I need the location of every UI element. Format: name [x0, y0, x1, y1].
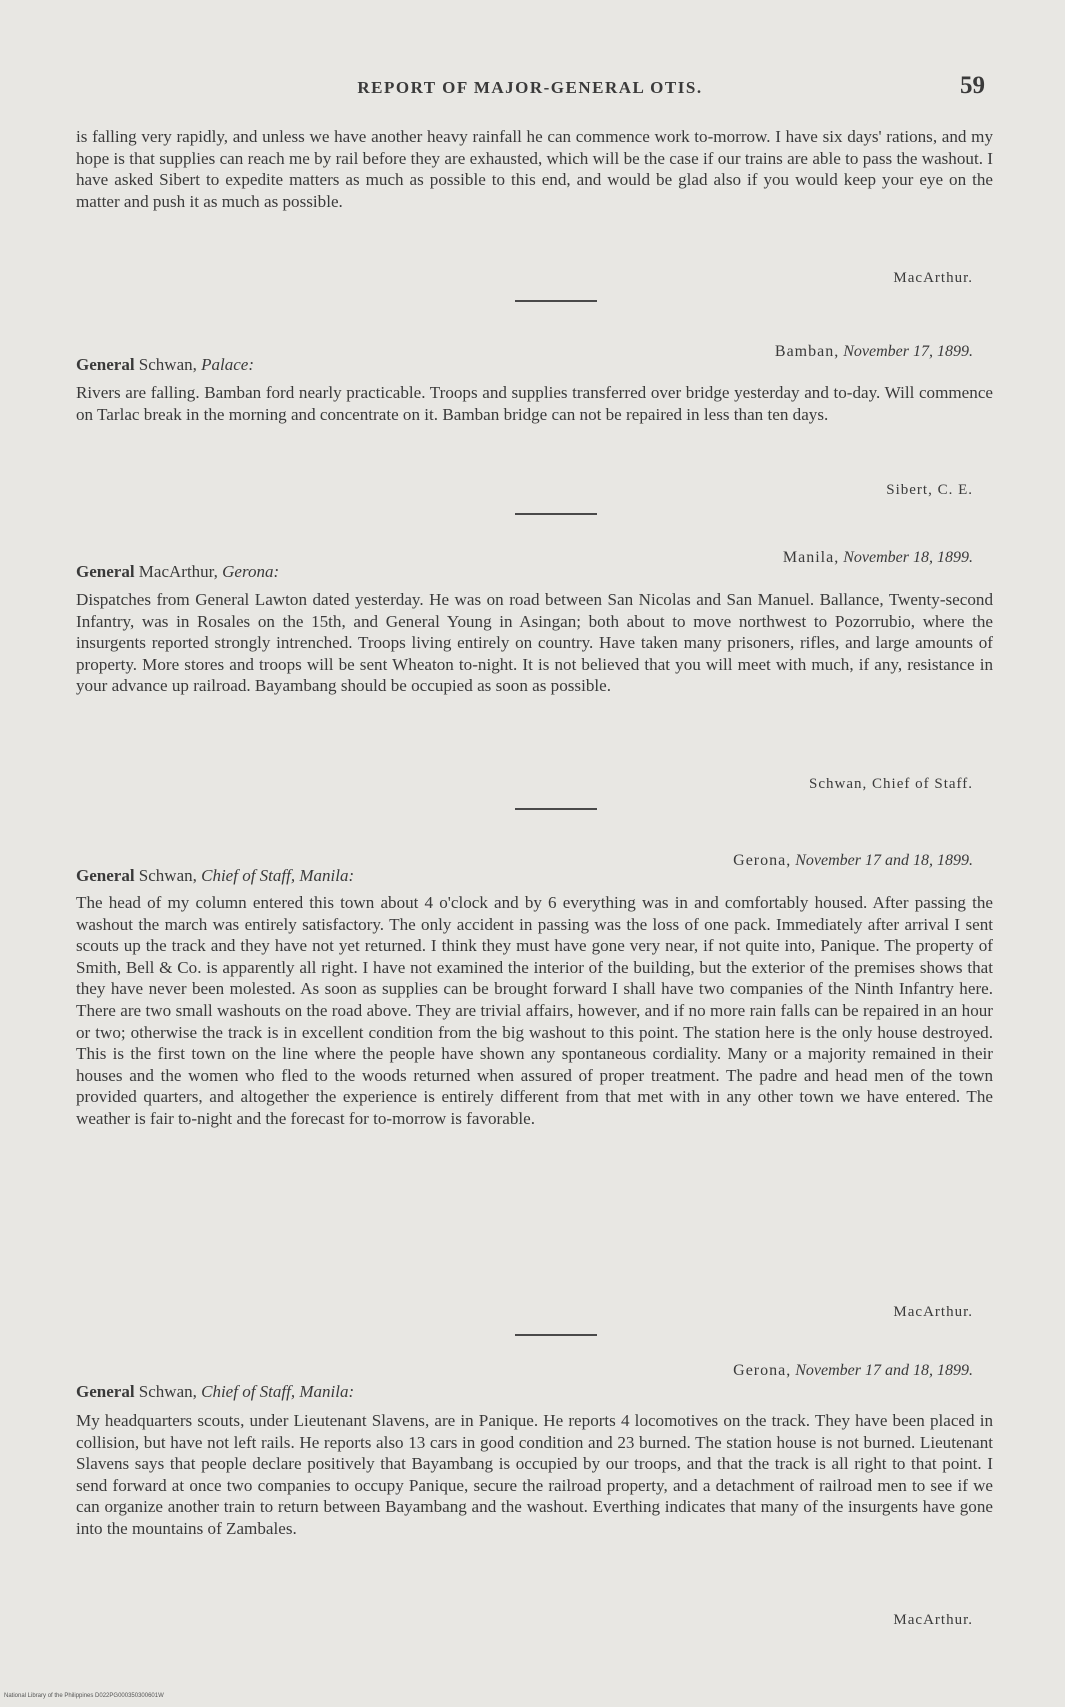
letter-body: The head of my column entered this town about 4 o'clock and by 6 everything was in and comfortably housed. After passing the washout the march was entirely satisfactory. The only accident in passing was the loss of one pack. Immediately after arrival I sent scouts up the track and they have not yet returned. I think they must have gone very near, if not quite into, Panique. The property of Smith, Bell & Co. is apparently all right. I have not examined the interior of the building, but the exterior of the premises shows that they have never been molested. As soon as supplies can be brought forward I shall have two companies of the Ninth Infantry here. There are two small washouts on the road above. They are trivial affairs, however, and if no more rain falls can be repaired in an hour or two; otherwise the track is in excellent condition from the big washout to this point. The station here is the only house destroyed. This is the first town on the line where the people have shown any spontaneous cordiality. Many or a majority remained in their houses and the women who fled to the woods returned when assured of proper treatment. The padre and head men of the town provided quarters, and altogether the experience is entirely different from that met with in any other town we have entered. The weather is fair to-night and the forecast for to-morrow is favorable.: [76, 893, 993, 1128]
letter-body: Rivers are falling. Bamban ford nearly practicable. Troops and supplies transferred over bridge yesterday and to-day. Will commence on Tarlac break in the morning and concentrate on it. Bamban bridge can not be repaired in less than ten days.: [76, 383, 993, 424]
addressee-title: General: [76, 562, 135, 581]
addressee-title: General: [76, 355, 135, 374]
addressee-location: Chief of Staff, Manila:: [201, 1382, 355, 1401]
addressee-location: Chief of Staff, Manila:: [201, 866, 355, 885]
dateline: [775, 343, 973, 361]
dateline-place: Gerona,: [733, 852, 792, 869]
dateline-date: November 17, 1899.: [843, 343, 973, 360]
dateline: [733, 852, 973, 870]
addressee: [76, 355, 254, 375]
letter-signature: MacArthur.: [893, 1612, 973, 1628]
scan-footer: National Library of the Philippines D022PG000350300601W: [4, 1693, 164, 1699]
dateline-place: Manila,: [782, 549, 840, 566]
addressee: [76, 866, 354, 886]
letter-signature: Schwan, Chief of Staff.: [809, 776, 973, 792]
addressee-name: MacArthur,: [138, 562, 218, 581]
dateline: [783, 549, 973, 567]
letter-body: Dispatches from General Lawton dated yesterday. He was on road between San Nicolas and San Manuel. Ballance, Twenty-second Infantry, was in Rosales on the 15th, and General Young in Asingan; both about to move northwest to Pozorrubio, where the insurgents reported strongly intrenched. Troops living entirely on country. Have taken many prisoners, rifles, and large amounts of property. More stores and troops will be sent Wheaton to-night. It is not believed that you will meet with much, if any, resistance in your advance up railroad. Bayambang should be occupied as soon as possible.: [76, 590, 993, 696]
addressee-name: Schwan,: [138, 355, 197, 374]
dateline-date: November 18, 1899.: [843, 549, 973, 566]
addressee-location: Palace:: [201, 355, 254, 374]
addressee-name: Schwan,: [138, 866, 197, 885]
running-title: REPORT OF MAJOR-GENERAL OTIS.: [357, 78, 703, 97]
dateline-place: Bamban,: [774, 343, 840, 360]
dateline-date: November 17 and 18, 1899.: [795, 852, 973, 869]
page-number: 59: [960, 72, 985, 99]
addressee: [76, 1382, 354, 1402]
section-divider: [515, 300, 597, 302]
letter-signature: MacArthur.: [893, 1304, 973, 1320]
dateline-date: November 17 and 18, 1899.: [795, 1362, 973, 1379]
addressee: [76, 562, 279, 582]
dateline: [733, 1362, 973, 1380]
addressee-location: Gerona:: [222, 562, 280, 581]
letter-body-continued: is falling very rapidly, and unless we have another heavy rainfall he can commence work to-morrow. I have six days' rations, and my hope is that supplies can reach me by rail before they are exhausted, which will be the case if our trains are able to pass the washout. I have asked Sibert to expedite matters as much as possible to this end, and would be glad also if you would keep your eye on the matter and push it as much as possible.: [76, 127, 993, 211]
addressee-title: General: [76, 1382, 135, 1401]
letter-body: My headquarters scouts, under Lieutenant Slavens, are in Panique. He reports 4 locomotives on the track. They have been placed in collision, but have not left rails. He reports also 13 cars in good condition and 23 burned. The station house is not burned. Lieutenant Slavens says that people declare positively that Bayambang is occupied by our troops, and that the track is all right to that point. I send forward at once two companies to occupy Panique, secure the railroad property, and a detachment of railroad men to see if we can organize another train to return between Bayambang and the washout. Everthing indicates that many of the insurgents have gone into the mountains of Zambales.: [76, 1411, 993, 1538]
section-divider: [515, 513, 597, 515]
section-divider: [515, 1334, 597, 1336]
running-head: [75, 72, 985, 104]
dateline-place: Gerona,: [733, 1362, 792, 1379]
letter-signature: Sibert, C. E.: [886, 482, 973, 498]
section-divider: [515, 808, 597, 810]
letter-signature: MacArthur.: [893, 270, 973, 286]
addressee-title: General: [76, 866, 135, 885]
addressee-name: Schwan,: [138, 1382, 197, 1401]
